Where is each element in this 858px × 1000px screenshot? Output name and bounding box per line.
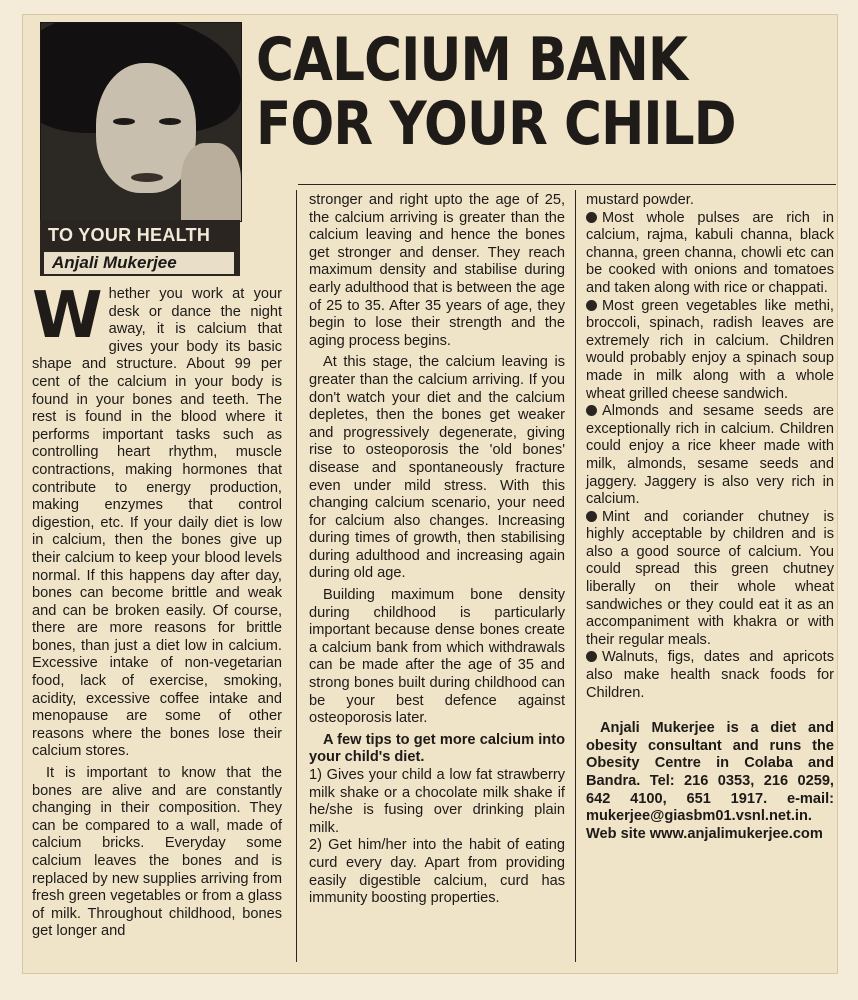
paragraph-mustard: mustard powder. [586, 192, 694, 208]
tip-2: 2) Get him/her into the habit of eating curd every day. Apart from providing easily digestible calcium, curd has immunity boosting properties. [309, 837, 565, 907]
photo-eye-left [113, 118, 135, 125]
drop-cap: W [32, 279, 103, 353]
byline: Anjali Mukerjee [52, 253, 177, 272]
article-column-1 [32, 279, 282, 941]
bullet-item [586, 509, 834, 650]
tip-1: 1) Gives your child a low fat strawberry milk shake or a chocolate milk shake if he/she is fusing over drinking plain milk. [309, 767, 565, 836]
bullet-item [586, 649, 834, 702]
paragraph-intro [32, 279, 282, 761]
article-column-3 [586, 192, 834, 843]
bullet-item [586, 298, 834, 404]
bullet-icon [586, 651, 597, 662]
headline-rule [298, 184, 836, 185]
paragraph-density: stronger and right upto the age of 25, the calcium arriving is greater than the calcium leaving and hence the bones get stronger and denser. They reach maximum density and stabilise during early adulthood that is between the age of 25 to 35. After 35 years of age, they begin to lose their strength and the aging process begins. [309, 192, 565, 349]
tips-subhead: A few tips to get more calcium into your child's diet. [309, 731, 565, 766]
column-rule-right [575, 190, 576, 962]
article-column-2 [309, 192, 565, 908]
bullet-icon [586, 511, 597, 522]
photo-hand [181, 143, 241, 222]
headline-line-2: FOR YOUR CHILD [256, 89, 736, 159]
column-rule-left [296, 190, 297, 962]
paragraph-calcium-bank: Building maximum bone density during childhood is particularly important because dense bones create a calcium bank from which withdrawals can be made after the age of 35 and strong bones built during childhood can be your best defence against osteoporosis later. [309, 587, 565, 727]
headline [256, 25, 746, 159]
photo-lips [131, 173, 163, 182]
bullet-text: Mint and coriander chutney is highly acceptable by children and is also a good source of calcium. You could spread this green chutney liberally on their whole wheat sandwiches or they could eat it as an accompaniment with khakra or with their regular meals. [586, 508, 834, 648]
bullet-text: Walnuts, figs, dates and apricots also make health snack foods for Children. [586, 649, 834, 701]
bullet-text: Most whole pulses are rich in calcium, rajma, kabuli channa, black channa, green channa, chowli etc can be cooked with onions and tomatoes and taken along with rice or chappati. [586, 209, 834, 296]
headline-line-1: CALCIUM BANK [256, 25, 688, 95]
bullet-item [586, 210, 834, 298]
bullet-icon [586, 212, 597, 223]
paragraph-intro-text: hether you work at your desk or dance the night away, it is calcium that gives your body its basic shape and structure. About 99 per cent of the calcium in your body is found in your bones and teeth. The rest is found in the blood where it performs important tasks such as controlling heart rhythm, muscle contractions, making hormones that contribute to energy production, making enzymes that control digestion, etc. If your daily diet is low in calcium, then the bones give up their calcium to keep your blood levels normal. If this happens day after day, bones can become brittle and weak and can be broken easily. Of course, there are more reasons for brittle bones, than just a diet low in calcium. Excessive intake of non-vegetarian food, lack of exercise, smoking, acidity, excessive coffee intake and menopause are some of other reasons where the bones lose their calcium stores. [32, 286, 282, 760]
paragraph-osteoporosis: At this stage, the calcium leaving is greater than the calcium arriving. If you don't watch your diet and the calcium depletes, then the bones get weaker and progressively degenerate, giving rise to osteoporosis the 'old bones' disease and spontaneously fracture even under mild stress. With this changing calcium scenario, your need for calcium also changes. Increasing during times of growth, then stabilising during adulthood and increasing again during old age. [309, 354, 565, 582]
bullet-icon [586, 405, 597, 416]
author-photo [40, 22, 242, 222]
author-bio: Anjali Mukerjee is a diet and obesity consultant and runs the Obesity Centre in Colaba and Bandra. Tel: 216 0353, 216 0259, 642 4100, 651 1917. e-mail: mukerjee@giasbm01.vsnl.net.in. Web site www.anjalimukerjee.com [586, 720, 834, 842]
column-label: TO YOUR HEALTH [48, 225, 211, 245]
bullet-item [586, 403, 834, 509]
bullet-text: Most green vegetables like methi, broccoli, spinach, radish leaves are extremely rich in calcium. Children would probably enjoy a spinach soup made in milk along with a whole wheat grilled cheese sandwich. [586, 297, 834, 402]
photo-eye-right [159, 118, 181, 125]
bullet-text: Almonds and sesame seeds are exceptionally rich in calcium. Children could enjoy a rice kheer made with milk, almonds, sesame seeds and jaggery. Jaggery is also very rich in calcium. [586, 403, 834, 508]
bullet-icon [586, 300, 597, 311]
paragraph-bones-alive: It is important to know that the bones are alive and are constantly changing in their composition. They can be compared to a wall, made of calcium bricks. Everyday some calcium leaves the bones and is replaced by new supplies arriving from fresh green vegetables or from a glass of milk. Throughout childhood, bones get longer and [32, 765, 282, 940]
